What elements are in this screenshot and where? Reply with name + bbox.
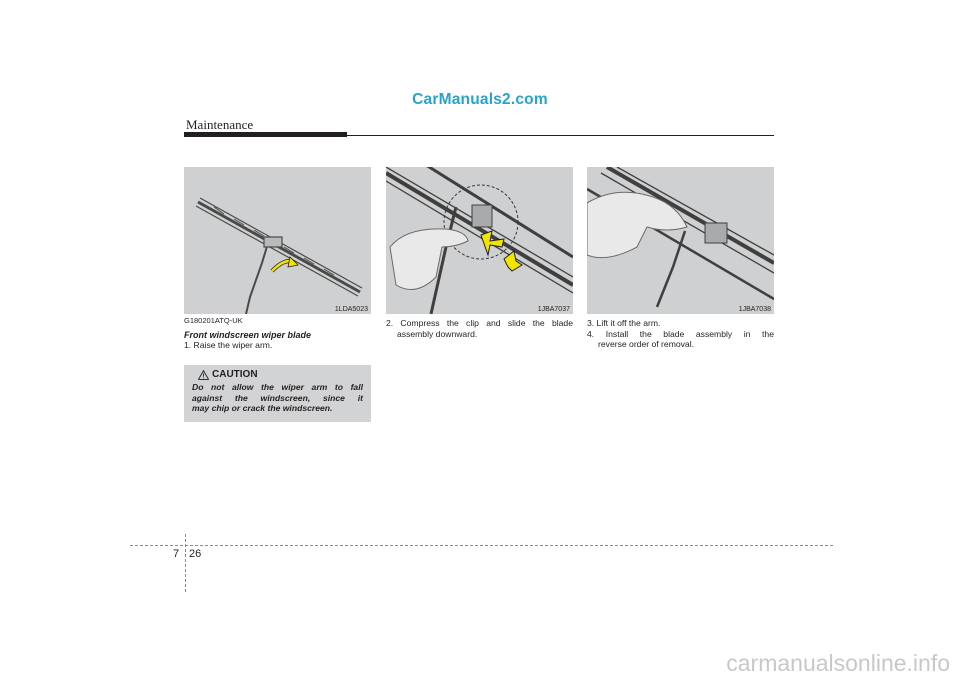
- reference-code: G180201ATQ-UK: [184, 316, 243, 325]
- wiper-arm-raised-illustration: [184, 167, 371, 314]
- wiper-clip-compress-illustration: [386, 167, 573, 314]
- column-1-text: [184, 316, 371, 351]
- chapter-number: 7: [173, 548, 180, 560]
- figure-code: 1JBA7037: [537, 306, 570, 313]
- caution-text: [192, 382, 363, 414]
- watermark-top: CarManuals2.com: [412, 91, 548, 108]
- footer-rule-horizontal: [130, 545, 833, 546]
- step-2-line-2: assembly downward.: [397, 328, 478, 339]
- section-title: Maintenance: [186, 117, 254, 132]
- watermark-bottom: carmanualsonline.info: [726, 650, 950, 676]
- figure-lift-blade: [587, 167, 774, 314]
- wiper-blade-lift-illustration: [587, 167, 774, 314]
- figure-raise-wiper-arm: [184, 167, 371, 314]
- caution-line-3: may chip or crack the windscreen.: [192, 403, 333, 413]
- footer-rule-vertical: [185, 534, 186, 592]
- step-4-line-1: 4. Install the blade assembly in the: [587, 328, 774, 339]
- step-1: 1. Raise the wiper arm.: [184, 340, 273, 351]
- figure-compress-clip: [386, 167, 573, 314]
- header-rule-thick: [184, 132, 347, 137]
- step-4-line-2: reverse order of removal.: [598, 339, 694, 350]
- caution-line-1: Do not allow the wiper arm to fall: [192, 382, 363, 392]
- figure-code: 1LDA5023: [334, 306, 368, 313]
- subheading: Front windscreen wiper blade: [184, 329, 312, 340]
- caution-title: CAUTION: [212, 369, 258, 380]
- header-rule-thin: [347, 135, 774, 136]
- warning-triangle-icon: [198, 370, 209, 380]
- figure-code: 1JBA7038: [738, 306, 771, 313]
- page-number: 26: [189, 548, 202, 560]
- step-3: 3. Lift it off the arm.: [587, 318, 661, 328]
- caution-box: [184, 365, 371, 422]
- column-3-text: [587, 318, 774, 350]
- caution-line-2: against the windscreen, since it: [192, 392, 363, 403]
- column-2-text: [386, 318, 573, 339]
- step-2-line-1: 2. Compress the clip and slide the blade: [386, 318, 573, 328]
